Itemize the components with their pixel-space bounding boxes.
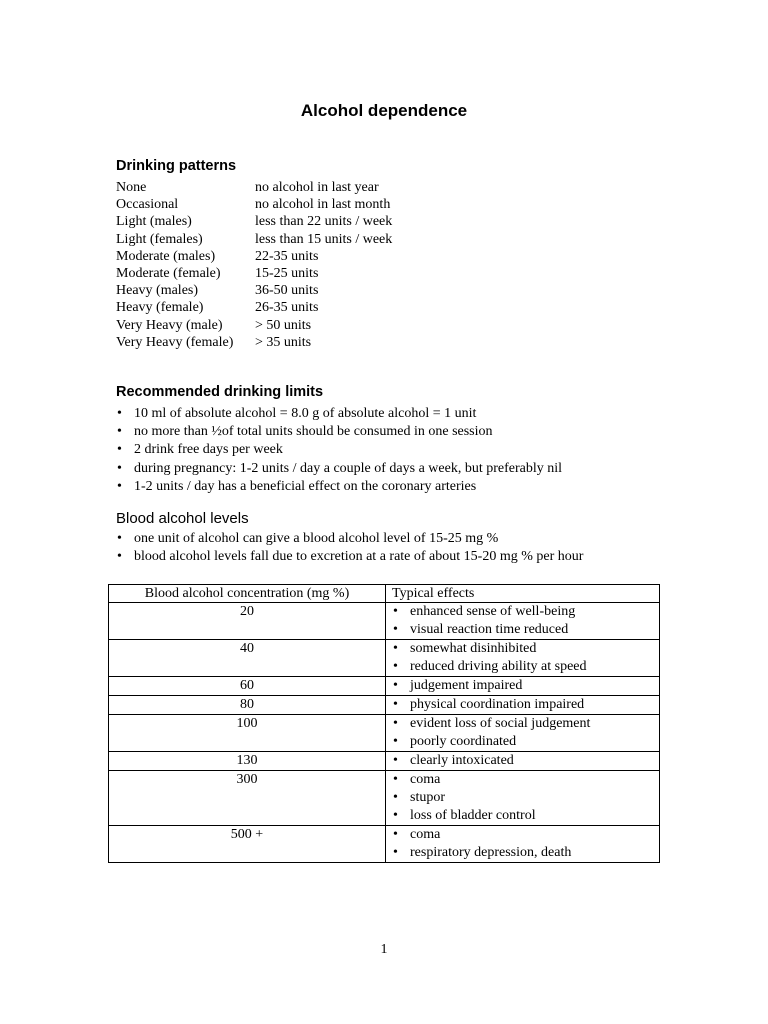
pattern-category: Very Heavy (male) (116, 317, 223, 333)
drinking-patterns-heading: Drinking patterns (116, 158, 237, 174)
effects-cell (386, 603, 660, 640)
pattern-row (116, 213, 392, 230)
effects-cell (386, 771, 660, 826)
concentration-column-header: Blood alcohol concentration (mg %) (109, 585, 386, 603)
effect-item: • reduced driving ability at speed (392, 658, 659, 676)
effects-cell (386, 696, 660, 715)
pattern-category: Moderate (males) (116, 248, 216, 264)
concentration-cell: 100 (109, 715, 386, 752)
page-number: 1 (380, 942, 388, 957)
effects-cell (386, 715, 660, 752)
effect-item: • visual reaction time reduced (392, 621, 659, 639)
pattern-row (116, 248, 392, 265)
limit-item: • no more than ½of total units should be consumed in one session (116, 423, 562, 441)
effect-item: • poorly coordinated (392, 733, 659, 751)
limit-item: • 1-2 units / day has a beneficial effect on the coronary arteries (116, 478, 562, 496)
effects-cell (386, 752, 660, 771)
limit-item: • 2 drink free days per week (116, 441, 562, 459)
pattern-row (116, 231, 392, 248)
recommended-limits-list (116, 405, 562, 496)
pattern-value: no alcohol in last month (255, 197, 391, 213)
pattern-category: Occasional (116, 197, 179, 213)
pattern-value: 36-50 units (255, 283, 319, 299)
pattern-value: less than 22 units / week (255, 214, 393, 230)
table-row (109, 826, 660, 863)
pattern-value: 15-25 units (255, 265, 319, 281)
table-row (109, 696, 660, 715)
limit-item: • 10 ml of absolute alcohol = 8.0 g of absolute alcohol = 1 unit (116, 405, 562, 423)
blood-alcohol-effects-table (108, 584, 660, 863)
table-row (109, 752, 660, 771)
pattern-category: Heavy (female) (116, 300, 204, 316)
effects-cell (386, 826, 660, 863)
drinking-patterns-list (116, 179, 392, 351)
effect-item: • evident loss of social judgement (392, 715, 659, 733)
pattern-category: Heavy (males) (116, 283, 199, 299)
pattern-value: > 35 units (255, 334, 312, 350)
concentration-cell: 40 (109, 640, 386, 677)
effect-item: • stupor (392, 789, 659, 807)
effects-column-header: Typical effects (386, 585, 660, 603)
pattern-row (116, 179, 392, 196)
pattern-row (116, 299, 392, 316)
effect-item: • coma (392, 826, 659, 844)
effect-item: • enhanced sense of well-being (392, 603, 659, 621)
pattern-value: less than 15 units / week (255, 231, 393, 247)
concentration-cell: 130 (109, 752, 386, 771)
pattern-row (116, 196, 392, 213)
concentration-cell: 20 (109, 603, 386, 640)
pattern-value: 26-35 units (255, 300, 319, 316)
pattern-value: 22-35 units (255, 248, 319, 264)
pattern-row (116, 282, 392, 299)
table-row (109, 677, 660, 696)
limit-item: • during pregnancy: 1-2 units / day a couple of days a week, but preferably nil (116, 460, 562, 478)
pattern-row (116, 265, 392, 282)
effect-item: • coma (392, 771, 659, 789)
table-row (109, 603, 660, 640)
blood-alcohol-item: • blood alcohol levels fall due to excretion at a rate of about 15-20 mg % per hour (116, 548, 583, 566)
pattern-row (116, 317, 392, 334)
effects-cell (386, 640, 660, 677)
table-row (109, 640, 660, 677)
effect-item: • physical coordination impaired (392, 696, 659, 714)
blood-alcohol-heading: Blood alcohol levels (116, 510, 249, 527)
table-row (109, 771, 660, 826)
pattern-category: Light (females) (116, 231, 203, 247)
effect-item: • somewhat disinhibited (392, 640, 659, 658)
page-title: Alcohol dependence (300, 101, 468, 120)
recommended-limits-heading: Recommended drinking limits (116, 384, 324, 400)
effects-cell (386, 677, 660, 696)
pattern-category: Very Heavy (female) (116, 334, 234, 350)
concentration-cell: 80 (109, 696, 386, 715)
concentration-cell: 60 (109, 677, 386, 696)
effect-item: • loss of bladder control (392, 807, 659, 825)
pattern-value: no alcohol in last year (255, 180, 379, 195)
table-header-row (109, 585, 660, 603)
concentration-cell: 500 + (109, 826, 386, 863)
effect-item: • judgement impaired (392, 677, 659, 695)
blood-alcohol-list (116, 530, 583, 566)
pattern-row (116, 334, 392, 351)
concentration-cell: 300 (109, 771, 386, 826)
effect-item: • clearly intoxicated (392, 752, 659, 770)
effect-item: • respiratory depression, death (392, 844, 659, 862)
pattern-value: > 50 units (255, 317, 312, 333)
blood-alcohol-item: • one unit of alcohol can give a blood alcohol level of 15-25 mg % (116, 530, 583, 548)
pattern-category: Moderate (female) (116, 265, 221, 281)
table-row (109, 715, 660, 752)
pattern-category: None (116, 180, 147, 195)
pattern-category: Light (males) (116, 214, 192, 230)
